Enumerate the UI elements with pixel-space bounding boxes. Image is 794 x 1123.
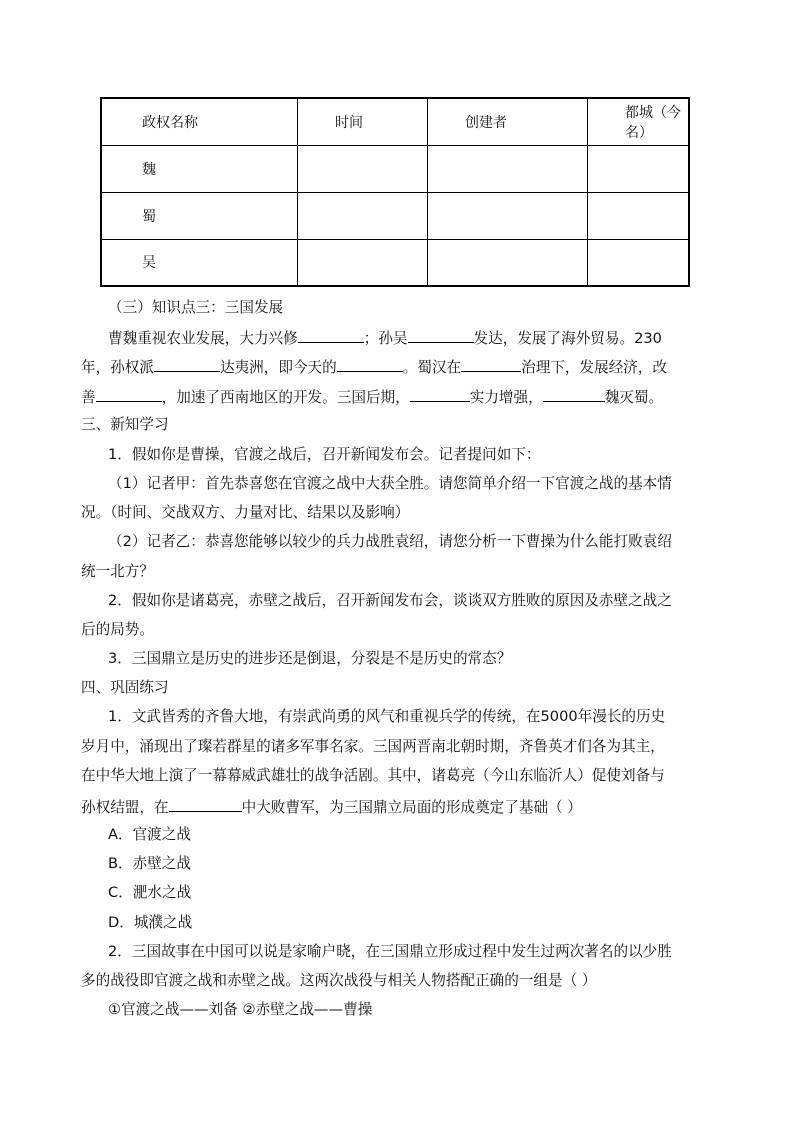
section3-line1: [108, 327, 748, 349]
new-learning-heading: 三、新知学习: [81, 416, 169, 433]
cell-capital[interactable]: [588, 192, 690, 239]
fill-blank[interactable]: [337, 356, 403, 372]
cell-time[interactable]: [298, 145, 428, 192]
cell-time[interactable]: [298, 192, 428, 239]
text-segment: ；孙吴: [363, 330, 408, 347]
practice-p1d: [81, 796, 721, 818]
fill-blank[interactable]: [543, 386, 605, 402]
header-regime-name: 政权名称: [101, 98, 298, 145]
cell-founder[interactable]: [428, 239, 588, 286]
new-learning-q1-1a: （1）记者甲：首先恭喜您在官渡之战中大获全胜。请您简单介绍一下官渡之战的基本情: [108, 475, 672, 492]
fill-blank[interactable]: [298, 327, 364, 343]
section3-line3: [81, 386, 721, 408]
fill-blank[interactable]: [154, 356, 220, 372]
new-learning-q1-2b: 统一北方？: [81, 563, 154, 580]
practice-heading: 四、巩固练习: [81, 679, 169, 696]
practice-p2a: 2．三国故事在中国可以说是家喻户晓，在三国鼎立形成过程中发生过两次著名的以少胜: [108, 943, 672, 960]
text-segment: 实力增强，: [469, 389, 543, 406]
new-learning-q1: 1．假如你是曹操，官渡之战后，召开新闻发布会。记者提问如下：: [108, 446, 541, 463]
cell-founder[interactable]: [428, 192, 588, 239]
section3-line2: [81, 356, 721, 378]
text-segment: 善: [81, 389, 96, 406]
row-name-wu: 吴: [101, 239, 298, 286]
practice-p1a: 1．文武皆秀的齐鲁大地，有崇武尚勇的风气和重视兵学的传统，在5000年漫长的历史: [108, 708, 666, 725]
fill-blank[interactable]: [96, 386, 162, 402]
text-segment: 曹魏重视农业发展，大力兴修: [108, 330, 298, 347]
text-segment: 。蜀汉在: [402, 359, 462, 376]
new-learning-q2a: 2．假如你是诸葛亮，赤壁之战后，召开新闻发布会，谈谈双方胜败的原因及赤壁之战之: [108, 592, 672, 609]
fill-blank[interactable]: [461, 356, 521, 372]
text-segment: 年，孙权派: [81, 359, 154, 376]
text-segment: 治理下，发展经济，改: [521, 359, 668, 376]
table-row: [101, 239, 689, 286]
cell-founder[interactable]: [428, 145, 588, 192]
new-learning-q3: 3．三国鼎立是历史的进步还是倒退，分裂是不是历史的常态？: [108, 650, 512, 667]
row-name-wei: 魏: [101, 145, 298, 192]
row-name-shu: 蜀: [101, 192, 298, 239]
fill-blank[interactable]: [169, 796, 242, 812]
header-capital: 都城（今名）: [588, 98, 690, 145]
table-header-row: [101, 98, 689, 145]
option-d[interactable]: D．城濮之战: [108, 914, 193, 931]
text-segment: 中大败曹军，为三国鼎立局面的形成奠定了基础（ ）: [241, 799, 582, 816]
table-row: [101, 192, 689, 239]
table-row: [101, 145, 689, 192]
new-learning-q2b: 后的局势。: [81, 621, 154, 638]
text-segment: ，加速了西南地区的开发。三国后期，: [161, 389, 410, 406]
practice-p1b: 岁月中，涌现出了璨若群星的诸多军事名家。三国两晋南北朝时期，齐鲁英才们各为其主，: [81, 738, 665, 755]
fill-blank[interactable]: [410, 386, 470, 402]
text-segment: 魏灭蜀。: [604, 389, 664, 406]
cell-capital[interactable]: [588, 239, 690, 286]
practice-p2c: ①官渡之战——刘备 ②赤壁之战——曹操: [108, 1001, 373, 1018]
option-c[interactable]: C．淝水之战: [108, 884, 192, 901]
practice-p2b: 多的战役即官渡之战和赤壁之战。这两次战役与相关人物搭配正确的一组是（ ）: [81, 972, 597, 989]
option-a[interactable]: A．官渡之战: [108, 826, 191, 843]
header-founder: 创建者: [428, 98, 588, 145]
section3-heading: （三）知识点三：三国发展: [108, 299, 284, 316]
regime-table: [100, 97, 690, 287]
cell-capital[interactable]: [588, 145, 690, 192]
cell-time[interactable]: [298, 239, 428, 286]
new-learning-q1-1b: 况。（时间、交战双方、力量对比、结果以及影响）: [81, 504, 410, 521]
text-segment: 孙权结盟，在: [81, 799, 169, 816]
text-segment: 发达，发展了海外贸易。230: [473, 330, 662, 347]
text-segment: 达夷洲，即今天的: [219, 359, 337, 376]
fill-blank[interactable]: [408, 327, 474, 343]
header-time: 时间: [298, 98, 428, 145]
option-b[interactable]: B．赤壁之战: [108, 855, 191, 872]
practice-p1c: 在中华大地上演了一幕幕威武雄壮的战争活剧。其中，诸葛亮（今山东临沂人）促使刘备与: [81, 767, 665, 784]
new-learning-q1-2a: （2）记者乙：恭喜您能够以较少的兵力战胜袁绍，请您分析一下曹操为什么能打败袁绍: [108, 533, 672, 550]
